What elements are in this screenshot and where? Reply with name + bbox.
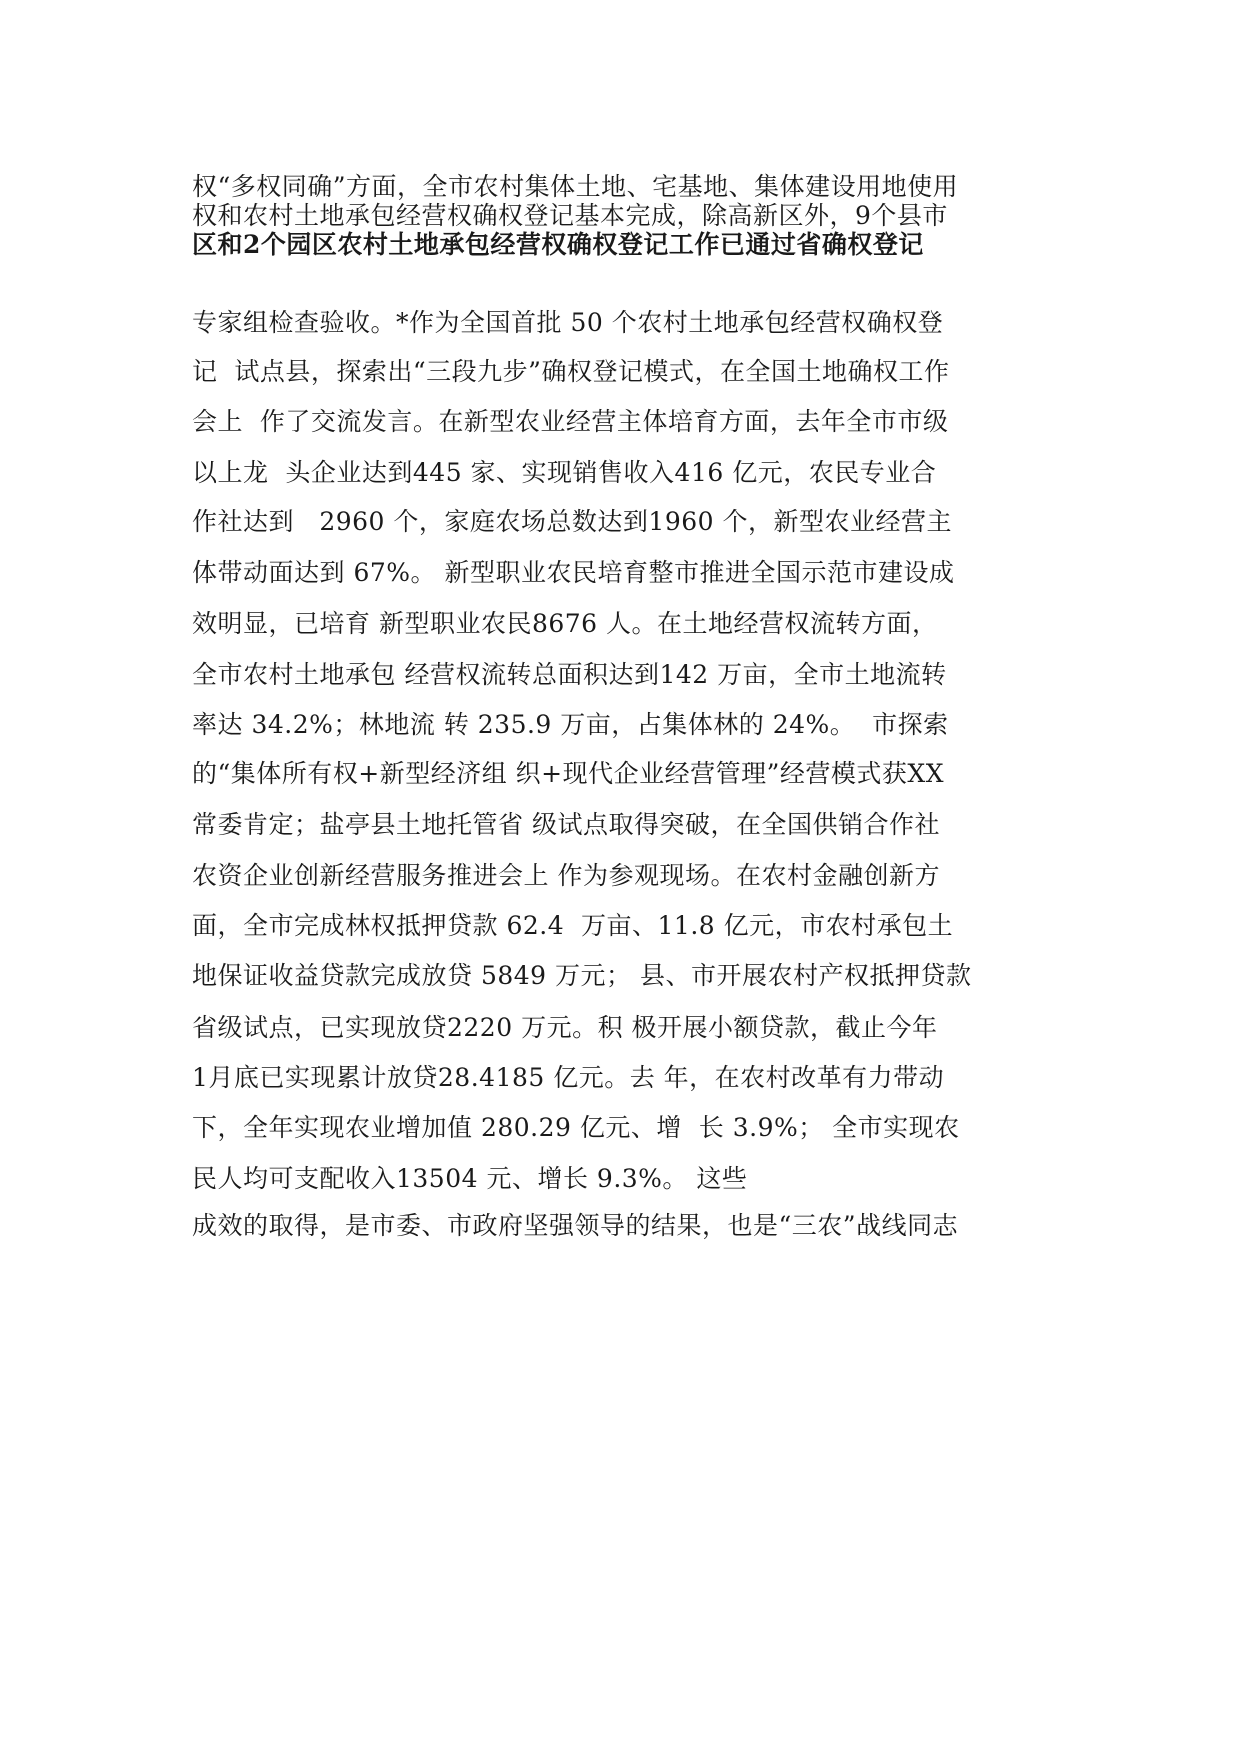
text-line: 专家组检查验收。*作为全国首批 50 个农村土地承包经营权确权登 bbox=[192, 308, 944, 337]
text-line: 成效的取得，是市委、市政府坚强领导的结果，也是“三农”战线同志 bbox=[192, 1211, 959, 1240]
text-line: 省级试点，已实现放贷2220 万元。积 极开展小额贷款，截止今年 bbox=[192, 1013, 938, 1042]
text-line: 区和2个园区农村土地承包经营权确权登记工作已通过省确权登记 bbox=[192, 230, 924, 259]
text-line: 的“集体所有权+新型经济组 织+现代企业经营管理”经营模式获XX bbox=[192, 759, 945, 788]
text-line: 以上龙 头企业达到445 家、实现销售收入416 亿元，农民专业合 bbox=[192, 458, 937, 487]
text-line: 农资企业创新经营服务推进会上 作为参观现场。在农村金融创新方 bbox=[192, 861, 940, 890]
text-line: 面，全市完成林权抵押贷款 62.4 万亩、11.8 亿元，市农村承包土 bbox=[192, 911, 954, 940]
text-line: 民人均可支配收入13504 元、增长 9.3%。 这些 bbox=[192, 1164, 748, 1193]
text-line: 记 试点县，探索出“三段九步”确权登记模式，在全国土地确权工作 bbox=[192, 357, 950, 386]
text-line: 全市农村土地承包 经营权流转总面积达到142 万亩，全市土地流转 bbox=[192, 660, 947, 689]
text-line: 下，全年实现农业增加值 280.29 亿元、增 长 3.9%； 全市实现农 bbox=[192, 1113, 960, 1142]
text-line: 会上 作了交流发言。在新型农业经营主体培育方面，去年全市市级 bbox=[192, 407, 949, 436]
text-line: 地保证收益贷款完成放贷 5849 万元； 县、市开展农村产权抵押贷款 bbox=[192, 961, 972, 990]
text-line: 权和农村土地承包经营权确权登记基本完成，除高新区外，9个县市 bbox=[192, 201, 948, 230]
text-line: 1月底已实现累计放贷28.4185 亿元。去 年，在农村改革有力带动 bbox=[192, 1063, 945, 1092]
text-line: 率达 34.2%；林地流 转 235.9 万亩，占集体林的 24%。 市探索 bbox=[192, 710, 949, 739]
text-line: 作社达到 2960 个，家庭农场总数达到1960 个，新型农业经营主 bbox=[192, 507, 952, 536]
text-line: 常委肯定；盐亭县土地托管省 级试点取得突破，在全国供销合作社 bbox=[192, 810, 940, 839]
text-line: 效明显，已培育 新型职业农民8676 人。在土地经营权流转方面， bbox=[192, 609, 938, 638]
text-line: 权“多权同确”方面，全市农村集体土地、宅基地、集体建设用地使用 bbox=[192, 172, 959, 201]
text-line: 体带动面达到 67%。 新型职业农民培育整市推进全国示范市建设成 bbox=[192, 558, 955, 587]
